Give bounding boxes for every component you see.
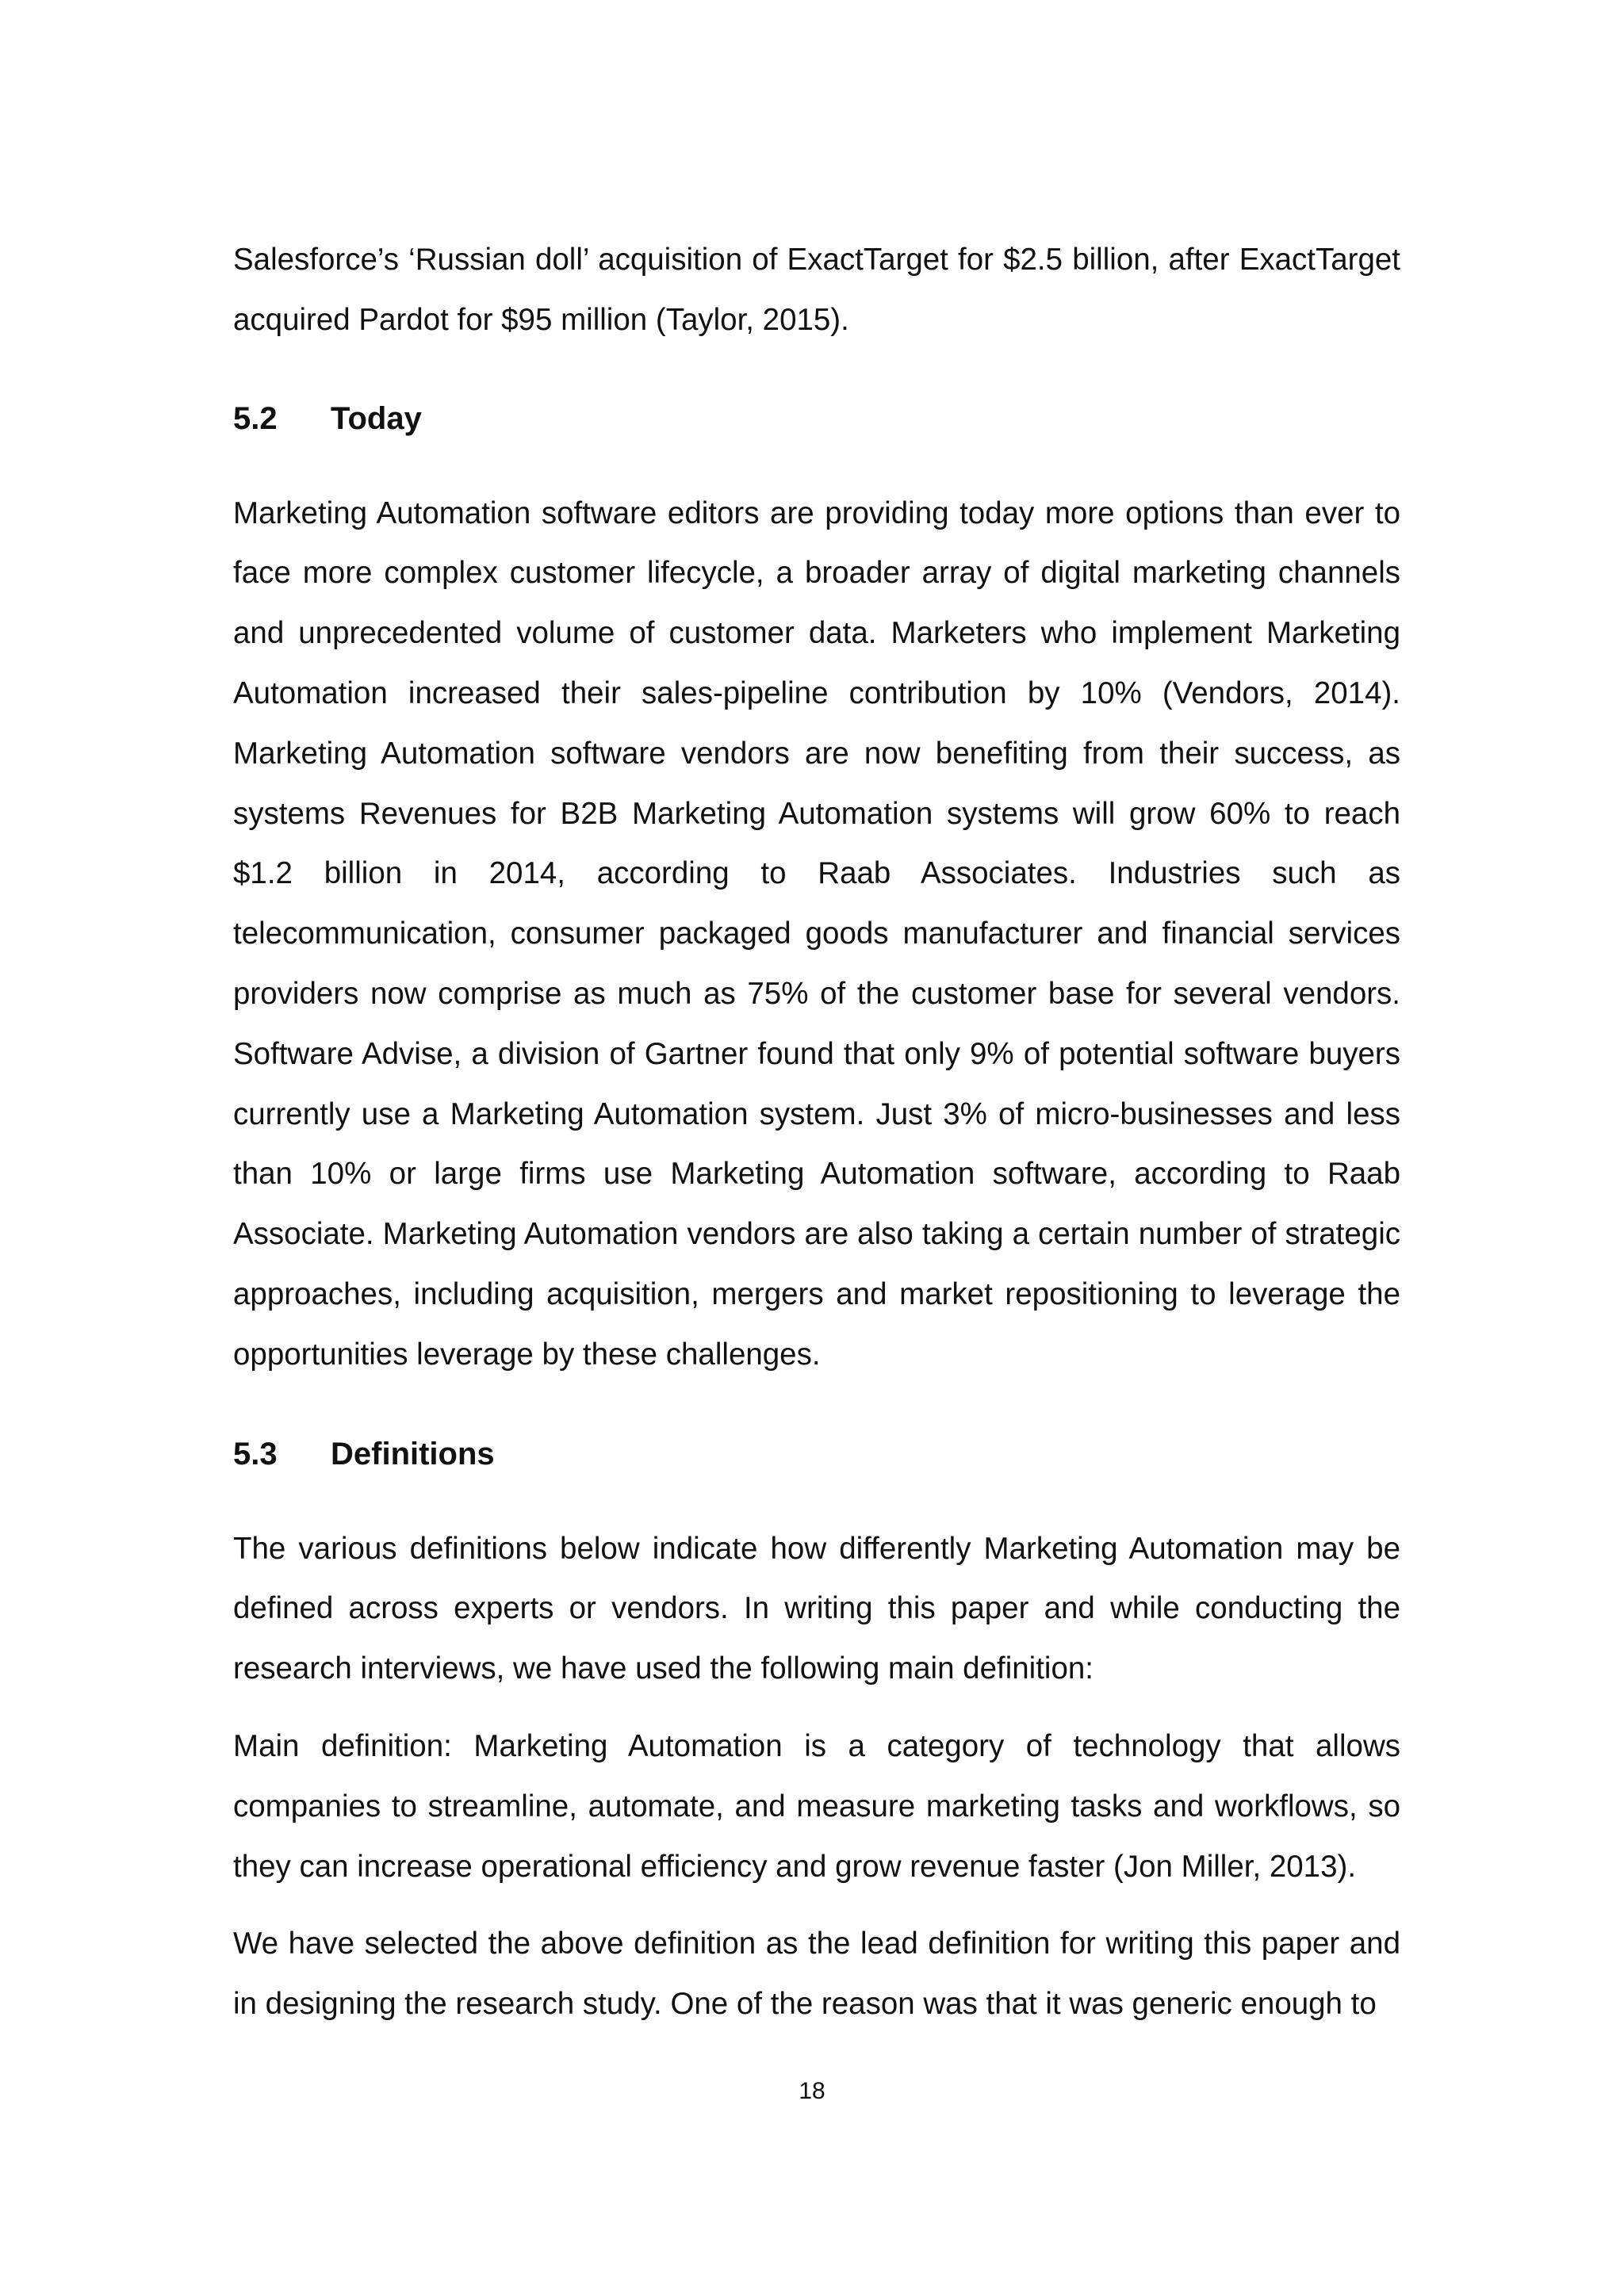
section-number: 5.2 — [233, 400, 278, 436]
intro-paragraph: Salesforce’s ‘Russian doll’ acquisition of ExactTarget for $2.5 billion, after ExactTarget acquired Pardot for $95 million (Taylor, 2015). — [233, 243, 1400, 337]
section-heading-today — [233, 389, 1400, 449]
today-paragraph: Marketing Automation software editors are providing today more options than ever to face more complex customer lifecycle, a broader array of digital marketing channels and unprecedented volume of customer data. Marketers who implement Marketing Automation increased their sales-pipeline contribution by 10% (Vendors, 2014). Marketing Automation software vendors are now benefiting from their success, as systems Revenues for B2B Marketing Automation systems will grow 60% to reach $1.2 billion in 2014, according to Raab Associates. Industries such as telecommunication, consumer packaged goods manufacturer and financial services providers now comprise as much as 75% of the customer base for several vendors. Software Advise, a division of Gartner found that only 9% of potential software buyers currently use a Marketing Automation system. Just 3% of micro-businesses and less than 10% or large firms use Marketing Automation software, according to Raab Associate. Marketing Automation vendors are also taking a certain number of strategic approaches, including acquisition, mergers and market repositioning to leverage the opportunities leverage by these challenges. — [233, 496, 1400, 1372]
section-title: Today — [331, 400, 422, 436]
section-number: 5.3 — [233, 1436, 278, 1471]
section-title: Definitions — [331, 1436, 495, 1471]
page-number: 18 — [799, 2078, 825, 2104]
section-heading-definitions — [233, 1425, 1400, 1484]
main-definition-paragraph: Main definition: Marketing Automation is a category of technology that allows companies to streamline, automate, and measure marketing tasks and workflows, so they can increase operational efficiency and grow revenue faster (Jon Miller, 2013). — [233, 1728, 1400, 1884]
definition-rationale-paragraph: We have selected the above definition as the lead definition for writing this paper and in designing the research study. One of the reason was that it was generic enough to — [233, 1927, 1400, 2022]
page-body — [233, 230, 1400, 2034]
definitions-intro-paragraph: The various definitions below indicate how differently Marketing Automation may be defined across experts or vendors. In writing this paper and while conducting the research interviews, we have used the following main definition: — [233, 1531, 1400, 1686]
